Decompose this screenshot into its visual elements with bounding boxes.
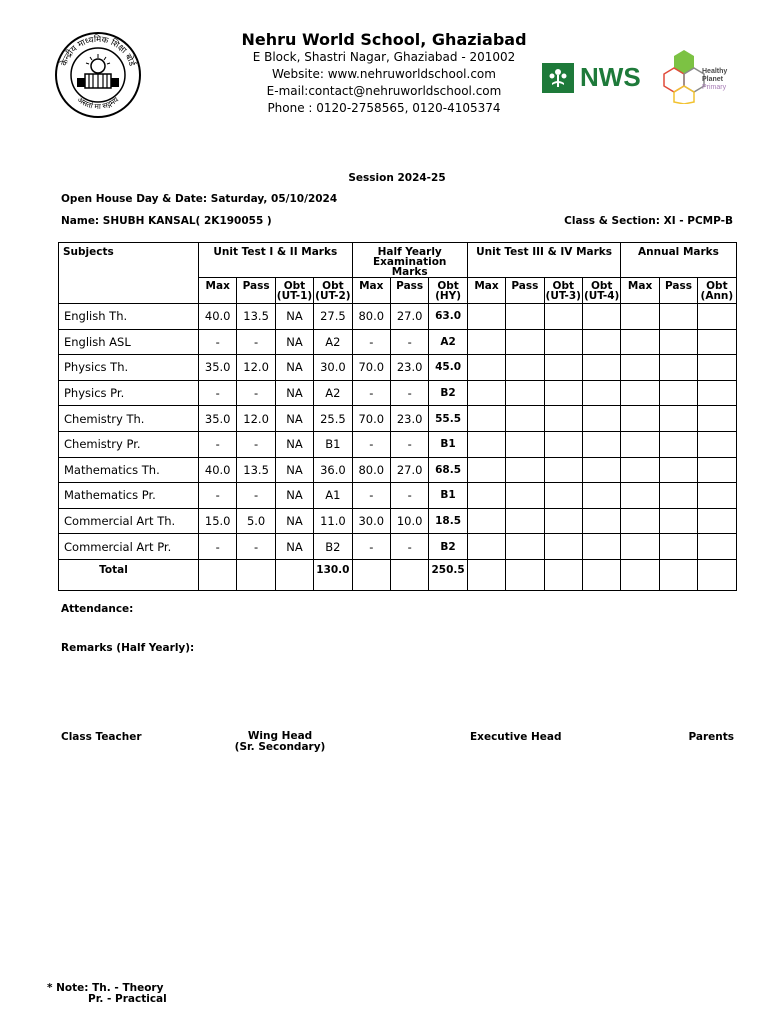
mark-cell (621, 355, 659, 381)
wing-head-sub-label: (Sr. Secondary) (234, 741, 326, 753)
marks-table (58, 242, 737, 591)
table-group-header-row (59, 243, 737, 278)
mark-cell (506, 329, 544, 355)
subject-cell: Commercial Art Pr. (59, 534, 199, 560)
mark-cell (659, 457, 697, 483)
mark-cell (698, 355, 736, 381)
mark-cell (544, 431, 582, 457)
sub-header-label: Pass (664, 280, 692, 292)
mark-cell (506, 380, 544, 406)
subject-cell: Physics Th. (59, 355, 199, 381)
mark-cell (467, 380, 505, 406)
mark-cell (621, 457, 659, 483)
mark-cell (506, 304, 544, 330)
subject-cell: Commercial Art Th. (59, 508, 199, 534)
group-header-ut3-4: Unit Test III & IV Marks (467, 243, 621, 278)
sub-header-cell (237, 278, 275, 304)
mark-cell (621, 534, 659, 560)
mark-cell: - (390, 534, 428, 560)
sub-header-cell (199, 278, 237, 304)
mark-cell (582, 380, 620, 406)
mark-cell (659, 329, 697, 355)
mark-cell: - (237, 534, 275, 560)
mark-cell (659, 508, 697, 534)
mark-cell (698, 380, 736, 406)
mark-cell: 15.0 (199, 508, 237, 534)
subject-cell: Physics Pr. (59, 380, 199, 406)
mark-cell (698, 457, 736, 483)
mark-cell: - (199, 329, 237, 355)
mark-cell (467, 355, 505, 381)
sub-header-label: Obt (706, 280, 728, 292)
note-practical: Pr. - Practical (88, 993, 167, 1005)
mark-cell: NA (275, 431, 313, 457)
sub-header-cell (429, 278, 467, 304)
hpp-word-1: Healthy (702, 68, 728, 75)
seal-motto: असतो मा सद्गमय (75, 95, 121, 111)
total-cell (582, 559, 620, 590)
total-cell (467, 559, 505, 590)
total-cell: 130.0 (314, 559, 352, 590)
mark-cell (506, 406, 544, 432)
mark-cell: 23.0 (390, 355, 428, 381)
sub-header-label: Pass (511, 280, 539, 292)
mark-cell: 12.0 (237, 406, 275, 432)
mark-cell (621, 329, 659, 355)
sub-header-label: Obt (437, 280, 459, 292)
nws-emblem-icon (542, 63, 574, 93)
subjects-header: Subjects (59, 243, 199, 304)
mark-cell (698, 508, 736, 534)
total-cell (621, 559, 659, 590)
mark-cell: 18.5 (429, 508, 467, 534)
mark-cell (582, 457, 620, 483)
mark-cell (621, 483, 659, 509)
mark-cell: 30.0 (314, 355, 352, 381)
open-house-date: Open House Day & Date: Saturday, 05/10/2024 (61, 193, 338, 205)
group-header-half-yearly: Half Yearly Examination Marks (352, 243, 467, 278)
table-row (59, 329, 737, 355)
subject-cell: English ASL (59, 329, 199, 355)
sub-header-label: Max (474, 280, 499, 292)
parents-signature-label: Parents (688, 731, 734, 743)
mark-cell: - (352, 483, 390, 509)
table-row (59, 380, 737, 406)
mark-cell (659, 304, 697, 330)
mark-cell (506, 483, 544, 509)
mark-cell: 80.0 (352, 304, 390, 330)
mark-cell (582, 508, 620, 534)
school-phone: Phone : 0120-2758565, 0120-4105374 (267, 101, 501, 115)
sub-header-cell (314, 278, 352, 304)
mark-cell (467, 483, 505, 509)
mark-cell: - (390, 329, 428, 355)
sub-header-sublabel: (Ann) (700, 290, 734, 302)
table-row (59, 534, 737, 560)
mark-cell: 11.0 (314, 508, 352, 534)
mark-cell: NA (275, 355, 313, 381)
table-row (59, 355, 737, 381)
mark-cell: NA (275, 483, 313, 509)
mark-cell: - (237, 329, 275, 355)
mark-cell: NA (275, 380, 313, 406)
group-header-ut1-2: Unit Test I & II Marks (199, 243, 353, 278)
subject-cell: Chemistry Pr. (59, 431, 199, 457)
mark-cell: 23.0 (390, 406, 428, 432)
mark-cell (698, 483, 736, 509)
mark-cell: NA (275, 406, 313, 432)
attendance-label: Attendance: (61, 603, 134, 615)
mark-cell (698, 406, 736, 432)
mark-cell: 68.5 (429, 457, 467, 483)
group-header-annual: Annual Marks (621, 243, 736, 278)
mark-cell: 27.0 (390, 457, 428, 483)
mark-cell: 25.5 (314, 406, 352, 432)
mark-cell (698, 329, 736, 355)
mark-cell (506, 355, 544, 381)
mark-cell: NA (275, 534, 313, 560)
mark-cell (582, 431, 620, 457)
class-teacher-signature-label: Class Teacher (61, 731, 142, 743)
mark-cell (467, 304, 505, 330)
mark-cell (659, 483, 697, 509)
sub-header-cell (275, 278, 313, 304)
sub-header-sublabel: (UT-1) (276, 290, 313, 302)
mark-cell: 35.0 (199, 355, 237, 381)
sub-header-label: Obt (283, 280, 306, 292)
mark-cell (467, 329, 505, 355)
mark-cell (544, 304, 582, 330)
mark-cell (506, 508, 544, 534)
mark-cell (621, 380, 659, 406)
mark-cell: 63.0 (429, 304, 467, 330)
mark-cell: 12.0 (237, 355, 275, 381)
total-cell (506, 559, 544, 590)
mark-cell: NA (275, 329, 313, 355)
hexagon-cubes-icon (662, 48, 706, 104)
mark-cell: 13.5 (237, 304, 275, 330)
total-cell (390, 559, 428, 590)
total-cell (659, 559, 697, 590)
school-header (0, 30, 768, 117)
seal-text: केन्द्रीय माध्यमिक शिक्षा बोर्ड (59, 34, 137, 68)
mark-cell: B2 (429, 380, 467, 406)
table-row (59, 483, 737, 509)
mark-cell (659, 406, 697, 432)
school-address: E Block, Shastri Nagar, Ghaziabad - 201002 (252, 50, 516, 64)
remarks-label: Remarks (Half Yearly): (61, 642, 195, 654)
mark-cell: B1 (429, 483, 467, 509)
nws-logo (540, 62, 650, 94)
school-website: Website: www.nehruworldschool.com (272, 67, 496, 81)
sub-header-label: Pass (242, 280, 270, 292)
mark-cell: - (352, 380, 390, 406)
mark-cell: NA (275, 304, 313, 330)
sub-header-cell (621, 278, 659, 304)
mark-cell (544, 329, 582, 355)
mark-cell: B2 (429, 534, 467, 560)
mark-cell (621, 304, 659, 330)
mark-cell (506, 431, 544, 457)
note-block (47, 983, 167, 1005)
mark-cell (467, 457, 505, 483)
mark-cell (467, 431, 505, 457)
mark-cell: 70.0 (352, 355, 390, 381)
mark-cell (467, 406, 505, 432)
mark-cell: - (199, 534, 237, 560)
mark-cell (698, 304, 736, 330)
mark-cell (659, 431, 697, 457)
total-cell (544, 559, 582, 590)
total-cell (352, 559, 390, 590)
table-row (59, 508, 737, 534)
mark-cell (506, 534, 544, 560)
school-name: Nehru World School, Ghaziabad (241, 30, 527, 49)
mark-cell: - (237, 380, 275, 406)
table-row (59, 431, 737, 457)
sub-header-cell (544, 278, 582, 304)
sub-header-label: Obt (552, 280, 574, 292)
nws-logo-text: NWS (580, 62, 641, 92)
mark-cell: - (390, 483, 428, 509)
sub-header-label: Pass (396, 280, 424, 292)
sub-header-sublabel: (HY) (435, 290, 462, 302)
mark-cell: 30.0 (352, 508, 390, 534)
hpp-word-3: Primary (702, 84, 727, 91)
sub-header-cell (659, 278, 697, 304)
mark-cell (621, 406, 659, 432)
mark-cell (467, 508, 505, 534)
mark-cell: 45.0 (429, 355, 467, 381)
mark-cell (582, 406, 620, 432)
class-section: Class & Section: XI - PCMP-B (564, 215, 733, 227)
sub-header-sublabel: (UT-4) (583, 290, 620, 302)
mark-cell: - (199, 380, 237, 406)
mark-cell: 40.0 (199, 304, 237, 330)
mark-cell: A2 (314, 329, 352, 355)
mark-cell: 5.0 (237, 508, 275, 534)
healthy-planet-logo (662, 48, 742, 104)
mark-cell (582, 329, 620, 355)
total-cell (698, 559, 736, 590)
total-label: Total (59, 559, 199, 590)
school-email: E-mail:contact@nehruworldschool.com (266, 84, 502, 98)
sub-header-cell (352, 278, 390, 304)
mark-cell (582, 483, 620, 509)
mark-cell: - (352, 534, 390, 560)
mark-cell: - (199, 483, 237, 509)
table-row (59, 406, 737, 432)
mark-cell (621, 431, 659, 457)
sub-header-cell (390, 278, 428, 304)
mark-cell (544, 406, 582, 432)
table-row (59, 457, 737, 483)
mark-cell (544, 508, 582, 534)
total-cell (237, 559, 275, 590)
wing-head-label: Wing Head (247, 730, 313, 742)
sub-header-label: Obt (322, 280, 344, 292)
mark-cell: B1 (429, 431, 467, 457)
mark-cell: A2 (314, 380, 352, 406)
sub-header-cell (698, 278, 736, 304)
sub-header-sublabel: (UT-2) (315, 290, 351, 302)
sub-header-cell (467, 278, 505, 304)
mark-cell: NA (275, 457, 313, 483)
mark-cell: NA (275, 508, 313, 534)
mark-cell: 40.0 (199, 457, 237, 483)
subject-cell: English Th. (59, 304, 199, 330)
mark-cell: B1 (314, 431, 352, 457)
student-name: Name: SHUBH KANSAL( 2K190055 ) (61, 215, 272, 227)
mark-cell (506, 457, 544, 483)
mark-cell: 35.0 (199, 406, 237, 432)
mark-cell (582, 534, 620, 560)
mark-cell (698, 534, 736, 560)
executive-head-signature-label: Executive Head (470, 731, 562, 743)
total-cell (275, 559, 313, 590)
total-cell (199, 559, 237, 590)
note-theory: * Note: Th. - Theory (47, 982, 164, 994)
mark-cell: 36.0 (314, 457, 352, 483)
mark-cell (659, 355, 697, 381)
mark-cell (659, 380, 697, 406)
sub-header-label: Max (359, 280, 384, 292)
mark-cell: 10.0 (390, 508, 428, 534)
sub-header-label: Max (205, 280, 230, 292)
mark-cell: B2 (314, 534, 352, 560)
subject-cell: Mathematics Pr. (59, 483, 199, 509)
mark-cell: 70.0 (352, 406, 390, 432)
mark-cell: A1 (314, 483, 352, 509)
mark-cell: 27.5 (314, 304, 352, 330)
wing-head-signature-label (230, 731, 330, 753)
mark-cell: - (199, 431, 237, 457)
mark-cell (544, 483, 582, 509)
mark-cell: - (237, 483, 275, 509)
mark-cell (544, 534, 582, 560)
mark-cell: - (390, 380, 428, 406)
mark-cell: 27.0 (390, 304, 428, 330)
mark-cell: 55.5 (429, 406, 467, 432)
table-row (59, 304, 737, 330)
mark-cell (698, 431, 736, 457)
mark-cell: - (352, 329, 390, 355)
subject-cell: Mathematics Th. (59, 457, 199, 483)
sub-header-sublabel: (UT-3) (545, 290, 581, 302)
total-row (59, 559, 737, 590)
total-cell: 250.5 (429, 559, 467, 590)
mark-cell: A2 (429, 329, 467, 355)
subject-cell: Chemistry Th. (59, 406, 199, 432)
sub-header-cell (582, 278, 620, 304)
mark-cell (582, 304, 620, 330)
mark-cell (659, 534, 697, 560)
mark-cell (544, 457, 582, 483)
mark-cell: 80.0 (352, 457, 390, 483)
mark-cell: - (390, 431, 428, 457)
mark-cell: - (237, 431, 275, 457)
session-label: Session 2024-25 (348, 172, 446, 184)
mark-cell (467, 534, 505, 560)
mark-cell (544, 380, 582, 406)
mark-cell: 13.5 (237, 457, 275, 483)
sub-header-label: Max (627, 280, 653, 292)
hpp-word-2: Planet (702, 76, 724, 83)
mark-cell: - (352, 431, 390, 457)
mark-cell (582, 355, 620, 381)
sub-header-cell (506, 278, 544, 304)
sub-header-label: Obt (590, 280, 613, 292)
mark-cell (544, 355, 582, 381)
mark-cell (621, 508, 659, 534)
